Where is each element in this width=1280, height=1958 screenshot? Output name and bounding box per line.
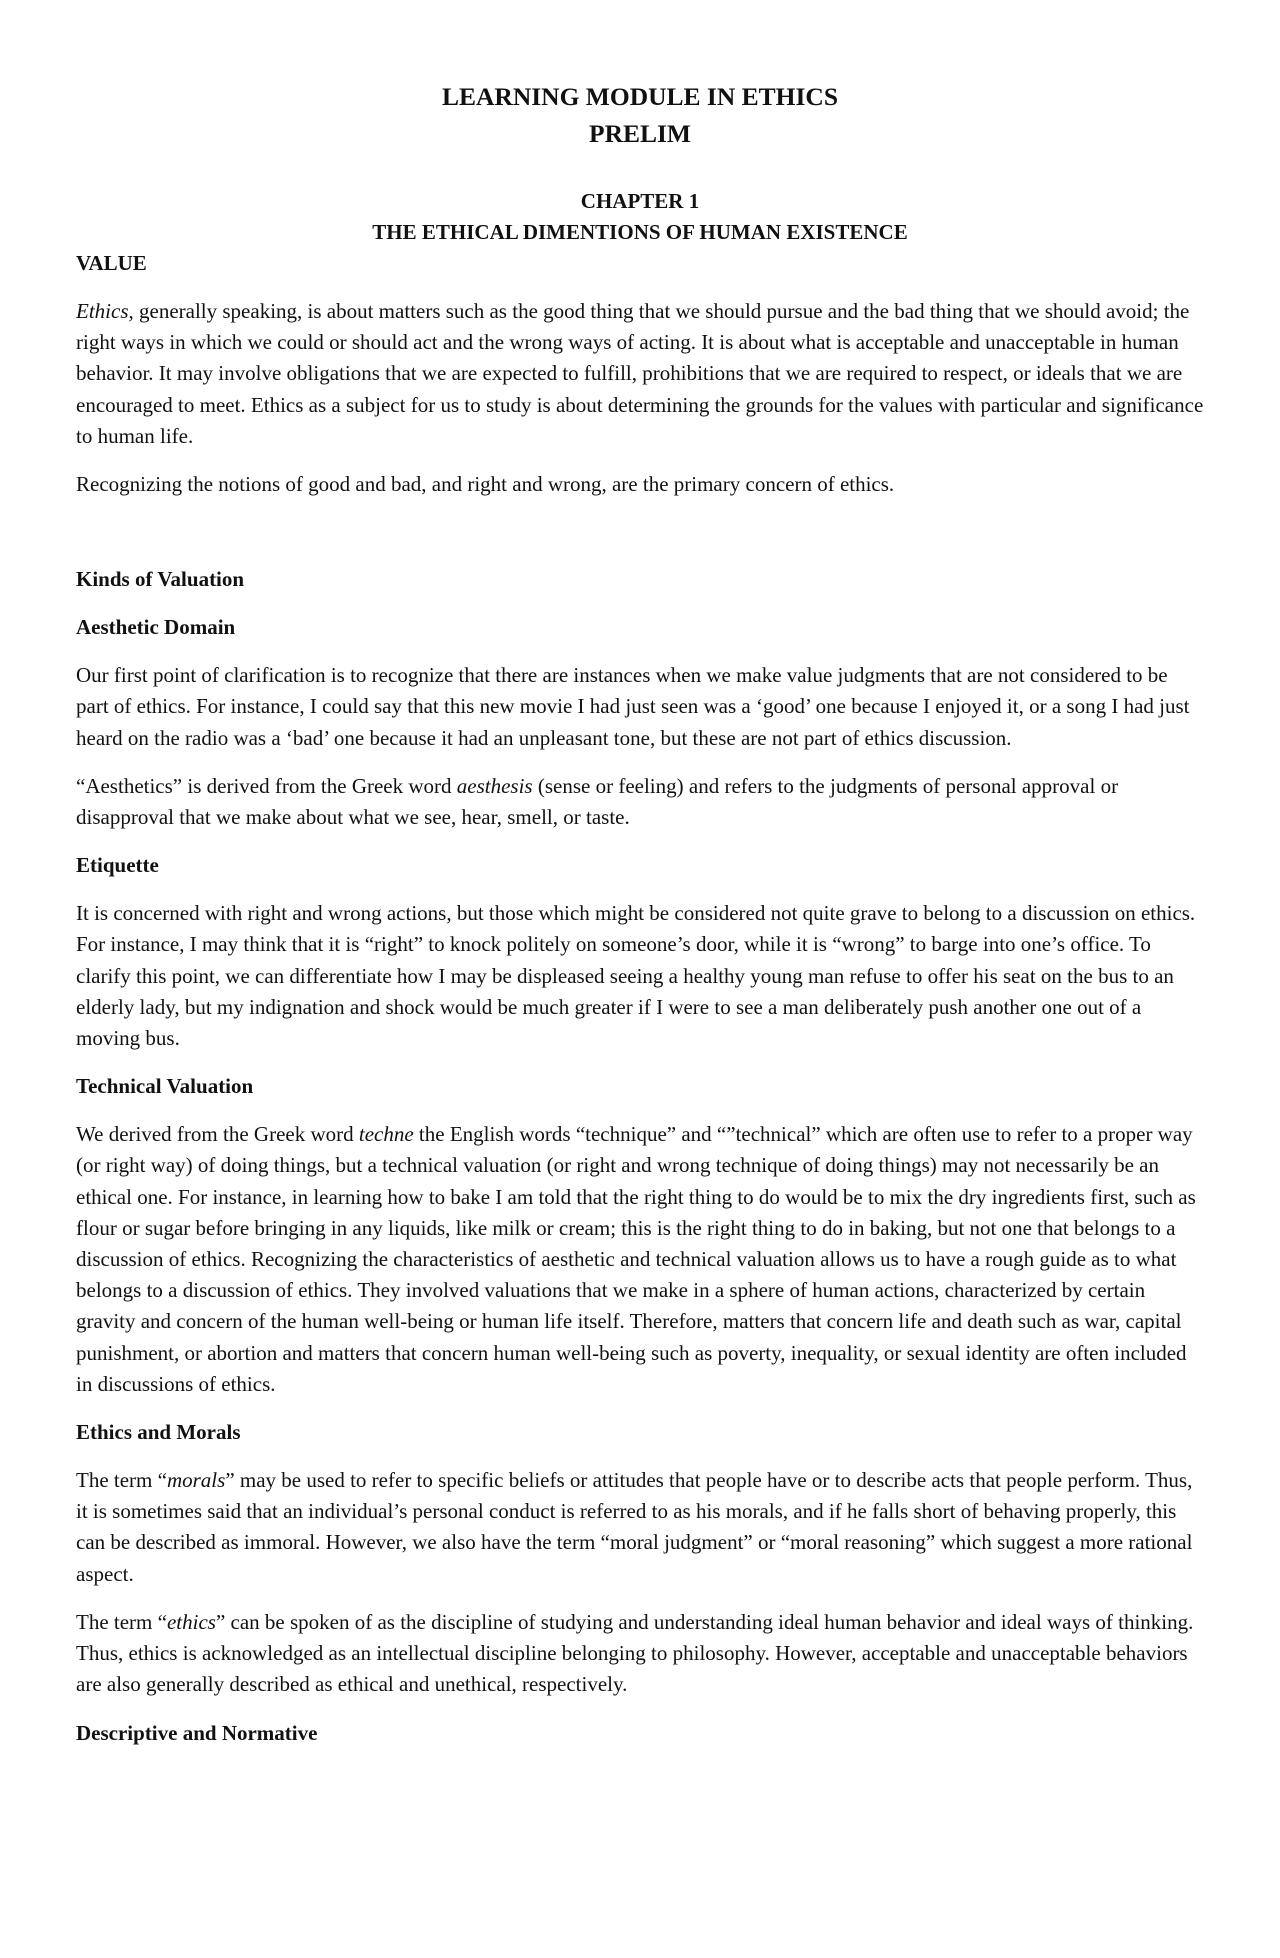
paragraph-aesthetic-2 xyxy=(76,771,1204,833)
paragraph-text: “Aesthetics” is derived from the Greek word xyxy=(76,773,457,798)
emphasis-morals: morals xyxy=(166,1468,226,1493)
paragraph-text: The term “ xyxy=(76,1609,167,1634)
paragraph-value-1 xyxy=(76,296,1204,452)
section-heading-value: VALUE xyxy=(76,251,147,275)
emphasis-ethics: Ethics xyxy=(76,299,129,323)
paragraph-aesthetic-1: Our first point of clarification is to recognize that there are instances when we make value judgments that are not considered to be part of ethics. For instance, I could say that this new movie I had just seen was a ‘good’ one because I enjoyed it, or a song I had just heard on the radio was a ‘bad’ one because it had an unpleasant tone, but these are not part of ethics discussion. xyxy=(76,663,1190,750)
emphasis-aesthesis: aesthesis xyxy=(456,773,533,798)
section-gap xyxy=(76,517,1204,564)
paragraph-text: ” can be spoken of as the discipline of studying and understanding ideal human behavior and ideal ways of thinking. Thus, ethics is acknowledged as an intellectual discipline belonging to philosophy. However, acceptable and unacceptable behaviors are also generally described as ethical and unethical, respectively. xyxy=(76,1609,1194,1697)
paragraph-etiquette-1: It is concerned with right and wrong actions, but those which might be considered not quite grave to belong to a discussion on ethics. For instance, I may think that it is “right” to knock politely on someone’s door, while it is “wrong” to barge into one’s office. To clarify this point, we can differentiate how I may be displeased seeing a healthy young man refuse to offer his seat on the bus to an elderly lady, but my indignation and shock would be much greater if I were to see a man deliberately push another one out of a moving bus. xyxy=(76,901,1196,1051)
paragraph-text: , generally speaking, is about matters such as the good thing that we should pursue and the bad thing that we should avoid; the right ways in which we could or should act and the wrong ways of acting. It is about what is acceptable and unacceptable in human behavior. It may involve obligations that we are expected to fulfill, prohibitions that we are required to respect, or ideals that we are encouraged to meet. Ethics as a subject for us to study is about determining the grounds for the values with particular and significance to human life. xyxy=(76,299,1204,448)
section-heading-etiquette: Etiquette xyxy=(76,853,159,878)
paragraph-technical-1 xyxy=(76,1119,1204,1400)
paragraph-text: the English words “technique” and “”technical” which are often use to refer to a proper way (or right way) of doing things, but a technical valuation (or right and wrong technique of doing things) may not necessarily be an ethical one. For instance, in learning how to bake I am told that the right thing to do would be to mix the dry ingredients first, such as flour or sugar before bringing in any liquids, like milk or cream; this is the right thing to do in baking, but not one that belongs to a discussion of ethics. Recognizing the characteristics of aesthetic and technical valuation allows us to have a rough guide as to what belongs to a discussion of ethics. They involved valuations that we make in a sphere of human actions, characterized by certain gravity and concern of the human well-being or human life itself. Therefore, matters that concern life and death such as war, capital punishment, or abortion and matters that concern human well-being such as poverty, inequality, or sexual identity are often included in discussions of ethics. xyxy=(76,1122,1196,1396)
document-subtitle: PRELIM xyxy=(589,119,691,148)
paragraph-text: ” may be used to refer to specific beliefs or attitudes that people have or to describe acts that people perform. Thus, it is sometimes said that an individual’s personal conduct is referred to as his morals, and if he falls short of behaving properly, this can be described as immoral. However, we also have the term “moral judgment” or “moral reasoning” which suggest a more rational aspect. xyxy=(76,1468,1193,1586)
emphasis-techne: techne xyxy=(358,1122,414,1147)
document-title: LEARNING MODULE IN ETHICS xyxy=(441,82,839,111)
paragraph-text: We derived from the Greek word xyxy=(76,1122,359,1147)
chapter-title: THE ETHICAL DIMENTIONS OF HUMAN EXISTENCE xyxy=(372,220,908,244)
paragraph-text: (sense or feeling) and refers to the judgments of personal approval or disapproval that we make about what we see, hear, smell, or taste. xyxy=(76,773,1119,830)
paragraph-morals-1 xyxy=(76,1465,1204,1590)
section-heading-kinds-of-valuation: Kinds of Valuation xyxy=(76,567,245,592)
section-heading-technical-valuation: Technical Valuation xyxy=(76,1074,254,1099)
chapter-block xyxy=(76,186,1204,248)
section-heading-aesthetic-domain: Aesthetic Domain xyxy=(76,615,236,640)
paragraph-value-2: Recognizing the notions of good and bad, and right and wrong, are the primary concern of ethics. xyxy=(76,472,895,497)
title-block xyxy=(76,78,1204,152)
section-heading-descriptive-and-normative: Descriptive and Normative xyxy=(76,1720,318,1745)
paragraph-text: The term “ xyxy=(76,1468,167,1493)
emphasis-ethics-term: ethics xyxy=(166,1609,216,1634)
chapter-number: CHAPTER 1 xyxy=(580,189,700,213)
paragraph-ethics-2 xyxy=(76,1607,1204,1701)
section-heading-ethics-and-morals: Ethics and Morals xyxy=(76,1420,241,1445)
